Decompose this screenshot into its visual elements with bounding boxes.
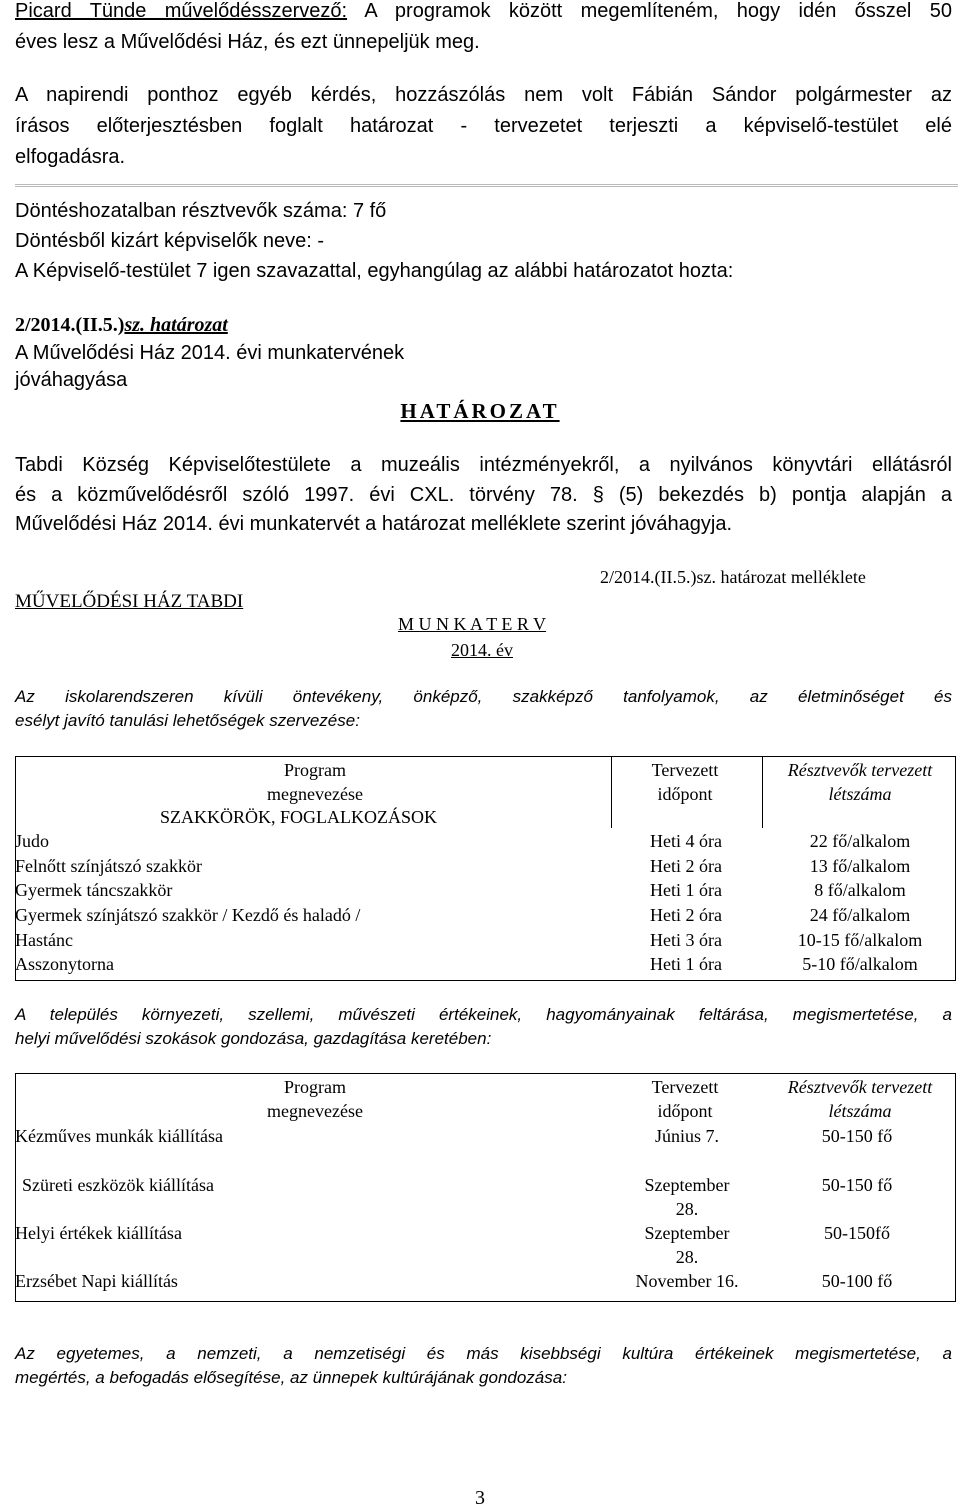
s1-col-program-l1: Program xyxy=(284,760,346,780)
s2-row-2-time xyxy=(612,1221,762,1269)
section2-heading-line2: helyi művelődési szokások gondozása, gazdagítása keretében: xyxy=(15,1029,492,1048)
row-name: Gyermek táncszakkör xyxy=(15,880,173,901)
s2-row-1-time-l2: 28. xyxy=(675,1199,699,1219)
row-people: 22 fő/alkalom xyxy=(809,831,911,851)
s2-col-program-l2: megnevezése xyxy=(267,1101,363,1121)
annex-reference: 2/2014.(II.5.)sz. határozat melléklete xyxy=(600,567,866,587)
s2-col-program-l1: Program xyxy=(284,1077,346,1097)
row-time: Heti 3 óra xyxy=(650,929,722,950)
s1-col-program xyxy=(215,758,415,806)
s2-row-3-name: Erzsébet Napi kiállítás xyxy=(15,1271,178,1291)
speaker-text: A programok között megemlíteném, hogy idén ősszel 50 xyxy=(347,0,952,22)
s2-col-program xyxy=(215,1075,415,1123)
agenda-line2: írásos előterjesztésben foglalt határozat - tervezetet terjeszti a képviselő-testület elé xyxy=(15,115,952,137)
s2-row-3-time xyxy=(612,1269,762,1293)
resolution-heading-text: HATÁROZAT xyxy=(400,399,560,423)
resolution-suffix: sz. határozat xyxy=(124,314,228,336)
table-row xyxy=(15,878,956,903)
row-time: Heti 2 óra xyxy=(650,855,722,876)
plan-title: M U N K A T E R V xyxy=(398,614,547,634)
s2-col-time-l2: időpont xyxy=(657,1101,713,1121)
s2-row-1-time-l1: Szeptember xyxy=(644,1175,730,1195)
table-row xyxy=(15,952,956,977)
speaker-paragraph-line2: éves lesz a Művelődési Ház, és ezt ünnepeljük meg. xyxy=(15,31,480,53)
s1-col-people-l1: Résztvevők tervezett xyxy=(787,760,933,780)
row-time: Heti 4 óra xyxy=(650,831,722,851)
s2-row-0-time xyxy=(612,1124,762,1148)
section1-heading-line2: esélyt javító tanulási lehetőségek szervezése: xyxy=(15,711,360,730)
vote-result: A Képviselő-testület 7 igen szavazattal, egyhangúlag az alábbi határozatot hozta: xyxy=(15,260,734,282)
row-people: 24 fő/alkalom xyxy=(809,905,911,926)
s2-row-2-people: 50-150fő xyxy=(824,1223,890,1243)
row-time: Heti 2 óra xyxy=(650,905,722,926)
s2-row-2-time-l2: 28. xyxy=(675,1247,699,1267)
s1-group-title: SZAKKÖRÖK, FOGLALKOZÁSOK xyxy=(160,807,438,827)
resolution-number: 2/2014.(II.5.) xyxy=(15,314,125,336)
vote-excluded: Döntésből kizárt képviselők neve: - xyxy=(15,230,325,252)
s2-row-0-people: 50-150 fő xyxy=(821,1126,893,1146)
s1-col-time xyxy=(620,758,750,806)
s2-col-time xyxy=(620,1075,750,1123)
s1-col-time-l1: Tervezett xyxy=(651,760,719,780)
s2-col-people xyxy=(766,1075,954,1123)
s1-col-program-l2: megnevezése xyxy=(267,784,363,804)
resolution-body-line2: és a közművelődésről szóló 1997. évi CXL. törvény 78. § (5) bekezdés b) pontja alapján a xyxy=(15,484,952,506)
table-row xyxy=(15,829,956,854)
table-row xyxy=(15,854,956,879)
divider xyxy=(15,184,958,187)
row-name: Asszonytorna xyxy=(15,954,114,975)
plan-year: 2014. év xyxy=(451,640,513,660)
resolution-subject-line2: jóváhagyása xyxy=(15,369,128,391)
s2-row-2-time-l1: Szeptember xyxy=(644,1223,730,1243)
s2-col-people-l2: létszáma xyxy=(828,1101,892,1121)
row-people: 10-15 fő/alkalom xyxy=(797,929,923,950)
s2-row-2-name: Helyi értékek kiállítása xyxy=(15,1223,182,1243)
section1-heading-line1: Az iskolarendszeren kívüli öntevékeny, önképző, szakképző tanfolyamok, az életminőséget és xyxy=(15,687,952,706)
institution-name: MŰVELŐDÉSI HÁZ TABDI xyxy=(15,591,244,612)
s1-rows xyxy=(15,829,956,977)
section1-table-divider xyxy=(762,756,763,828)
resolution-body-line3: Művelődési Ház 2014. évi munkatervét a határozat melléklete szerint jóváhagyja. xyxy=(15,513,733,535)
section3-heading-line1: Az egyetemes, a nemzeti, a nemzetiségi és más kisebbségi kultúra értékeinek megismertetése, a xyxy=(15,1344,952,1363)
row-name: Judo xyxy=(15,831,50,851)
s2-row-3-people: 50-100 fő xyxy=(821,1271,893,1291)
row-people: 13 fő/alkalom xyxy=(809,855,911,876)
s2-col-people-l1: Résztvevők tervezett xyxy=(787,1077,933,1097)
section2-heading-line1: A település környezeti, szellemi, művészeti értékeinek, hagyományainak feltárása, megismertetése, a xyxy=(15,1005,952,1024)
s2-row-1-name: Szüreti eszközök kiállítása xyxy=(22,1175,214,1195)
row-name: Gyermek színjátszó szakkör / Kezdő és haladó / xyxy=(15,905,361,926)
row-name: Felnőtt színjátszó szakkör xyxy=(15,855,202,876)
resolution-number-line xyxy=(15,312,228,338)
s2-col-time-l1: Tervezett xyxy=(651,1077,719,1097)
section1-table-divider2 xyxy=(611,756,612,828)
row-time: Heti 1 óra xyxy=(650,880,722,901)
s1-col-time-l2: időpont xyxy=(657,784,713,804)
row-people: 5-10 fő/alkalom xyxy=(802,954,918,975)
resolution-heading xyxy=(0,396,960,426)
row-people: 8 fő/alkalom xyxy=(814,880,906,901)
table-row xyxy=(15,903,956,928)
s2-row-3-time-l1: November 16. xyxy=(635,1271,739,1291)
speaker-paragraph-line1 xyxy=(15,0,952,27)
speaker-name: Picard Tünde művelődésszervező: xyxy=(15,0,348,22)
row-name: Hastánc xyxy=(15,929,73,950)
section3-heading-line2: megértés, a befogadás elősegítése, az ünnepek kultúrájának gondozása: xyxy=(15,1368,567,1387)
s2-row-1-people: 50-150 fő xyxy=(821,1175,893,1195)
s1-col-people xyxy=(766,758,954,806)
agenda-line3: elfogadásra. xyxy=(15,146,126,168)
page-number: 3 xyxy=(475,1487,485,1509)
s2-row-0-time-l1: Június 7. xyxy=(654,1126,719,1146)
resolution-body-line1: Tabdi Község Képviselőtestülete a muzeális intézményekről, a nyilvános könyvtári ellátásról xyxy=(15,454,952,476)
s2-row-1-time xyxy=(612,1173,762,1221)
s1-col-people-l2: létszáma xyxy=(828,784,892,804)
vote-participants: Döntéshozatalban résztvevők száma: 7 fő xyxy=(15,200,387,222)
agenda-line1: A napirendi ponthoz egyéb kérdés, hozzászólás nem volt Fábián Sándor polgármester az xyxy=(15,84,952,106)
s2-row-0-name: Kézműves munkák kiállítása xyxy=(15,1126,223,1146)
resolution-subject-line1: A Művelődési Ház 2014. évi munkatervének xyxy=(15,342,405,364)
table-row xyxy=(15,928,956,953)
row-time: Heti 1 óra xyxy=(650,954,722,975)
